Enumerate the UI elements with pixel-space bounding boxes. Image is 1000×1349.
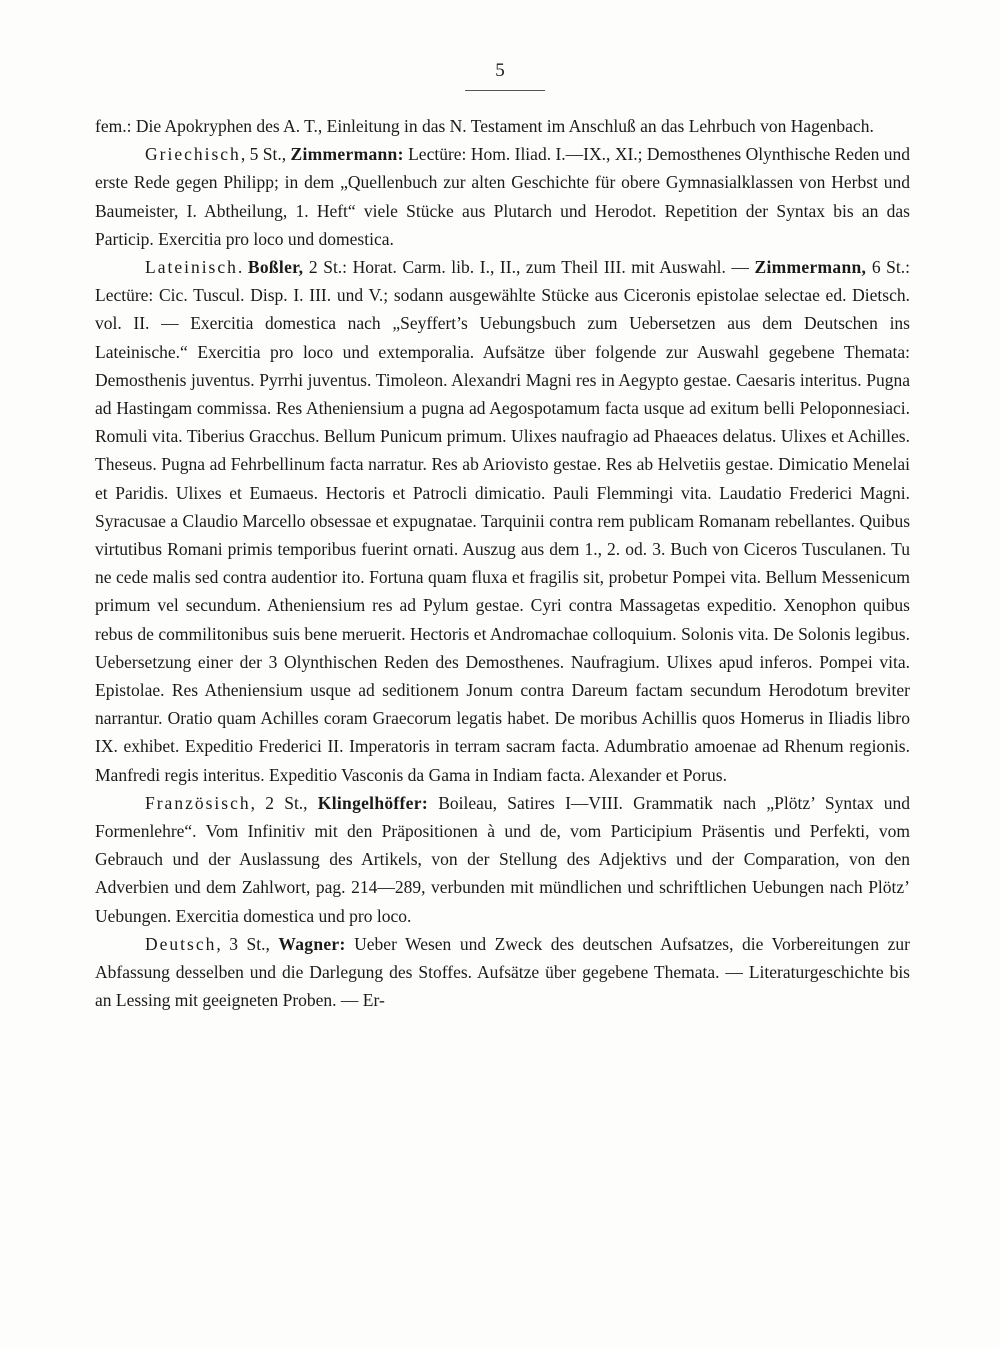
text-segment: , 2 St.,: [250, 792, 318, 813]
text-segment: Boileau, Satires I—VIII. Grammatik nach „Plötz’ Syntax und Formenlehre“. Vom Infinitiv mit den Präpositionen à und de, vom Participium Präsentis und Perfekti, vom Gebrauch und der Auslassung des Artikels, von der Stellung des Adjektivs und der Comparation, von den Adverbien und dem Zahlwort, pag. 214—289, verbunden mit mündlichen und schriftlichen Uebungen nach Plötz’ Uebungen. Exercitia domestica und pro loco.: [95, 792, 910, 926]
subject-heading: Französisch: [145, 792, 251, 813]
page-number-rule: [465, 90, 545, 91]
text-segment: fem.: Die Apokryphen des A. T., Einleitung in das N. Testament im Anschluß an das Lehrbuch von Hagenbach.: [95, 116, 874, 136]
teacher-name: Klingelhöffer:: [317, 792, 428, 813]
paragraph-latin: [95, 253, 910, 789]
paragraph-german: [95, 930, 910, 1015]
text-segment: Ueber Wesen und Zweck des deutschen Aufsatzes, die Vorbereitungen zur Abfassung desselben und die Darlegung des Stoffes. Aufsätze über gegebene Themata. — Literaturgeschichte bis an Lessing mit geeigneten Proben. — Er-: [95, 933, 910, 1011]
teacher-name: Zimmermann,: [754, 257, 867, 278]
subject-heading: Griechisch: [145, 144, 241, 165]
text-segment: , 3 St.,: [216, 933, 279, 954]
subject-heading: Deutsch: [145, 933, 217, 954]
teacher-name: Zimmermann:: [290, 144, 404, 165]
paragraph-french: [95, 789, 910, 930]
teacher-name: Wagner:: [278, 933, 346, 954]
text-segment: , 5 St.,: [240, 144, 291, 165]
document-body: [95, 112, 910, 1015]
text-segment: Lectüre: Hom. Iliad. I.—IX., XI.; Demosthenes Olynthische Reden und erste Rede gegen Philipp; in dem „Quellenbuch zur alten Geschichte für obere Gymnasialklassen von Herbst und Baumeister, I. Abtheilung, 1. Heft“ viele Stücke aus Plutarch und Herodot. Repetition der Syntax bis an das Particip. Exercitia pro loco und domestica.: [95, 144, 910, 249]
teacher-name: Boßler,: [247, 257, 304, 278]
paragraph-religion-continuation: [95, 112, 910, 140]
paragraph-greek: [95, 140, 910, 253]
page-number: 5: [495, 60, 505, 81]
text-segment: .: [237, 257, 248, 278]
text-segment: 2 St.: Horat. Carm. lib. I., II., zum Theil III. mit Auswahl. —: [303, 257, 755, 278]
text-segment: 6 St.: Lectüre: Cic. Tuscul. Disp. I. III. und V.; sodann ausgewählte Stücke aus Ciceronis epistolae selectae ed. Dietsch. vol. II. — Exercitia domestica nach „Seyffert’s Uebungsbuch zum Uebersetzen aus dem Deutschen ins Lateinische.“ Exercitia pro loco und extemporalia. Aufsätze über folgende zur Auswahl gegebene Themata: Demosthenis juventus. Pyrrhi juventus. Timoleon. Alexandri Magni res in Aegypto gestae. Caesaris interitus. Pugna ad Hastingam commissa. Res Atheniensium a pugna ad Aegospotamum facta usque ad exitum belli Peloponnesiaci. Romuli vita. Tiberius Gracchus. Bellum Punicum primum. Ulixes naufragio ad Phaeaces delatus. Ulixes et Achilles. Theseus. Pugna ad Fehrbellinum facta narratur. Res ab Ariovisto gestae. Res ab Helvetiis gestae. Dimicatio Menelai et Paridis. Ulixes et Eumaeus. Hectoris et Patrocli dimicatio. Pauli Flemmingi vita. Laudatio Frederici Magni. Syracusae a Claudio Marcello obsessae et expugnatae. Tarquinii contra rem publicam Romanam rebellantes. Quibus virtutibus Romani primis temporibus fuerint ornati. Auszug aus dem 1., 2. od. 3. Buch von Ciceros Tusculanen. Tu ne cede malis sed contra audentior ito. Fortuna quam fluxa et fragilis sit, probetur Pompei vita. Bellum Messenicum primum vel secundum. Atheniensium res ad Pylum gestae. Cyri contra Massagetas expeditio. Xenophon quibus rebus de commilitonibus suis bene meruerit. Hectoris et Andromachae colloquium. Solonis vita. De Solonis legibus. Uebersetzung einer der 3 Olynthischen Reden des Demosthenes. Naufragium. Ulixes apud inferos. Pompei vita. Epistolae. Res Atheniensium usque ad seditionem Jonum contra Dareum factam secundum Herodotum breviter narrantur. Oratio quam Achilles coram Graecorum legatis habet. De moribus Achillis quos Homerus in Iliadis libro IX. exhibet. Expeditio Frederici II. Imperatoris in terram sacram facta. Adumbratio amoenae ad Rhenum regionis. Manfredi regis interitus. Expeditio Vasconis da Gama in Indiam facta. Alexander et Porus.: [95, 257, 911, 785]
subject-heading: Lateinisch: [145, 257, 238, 278]
